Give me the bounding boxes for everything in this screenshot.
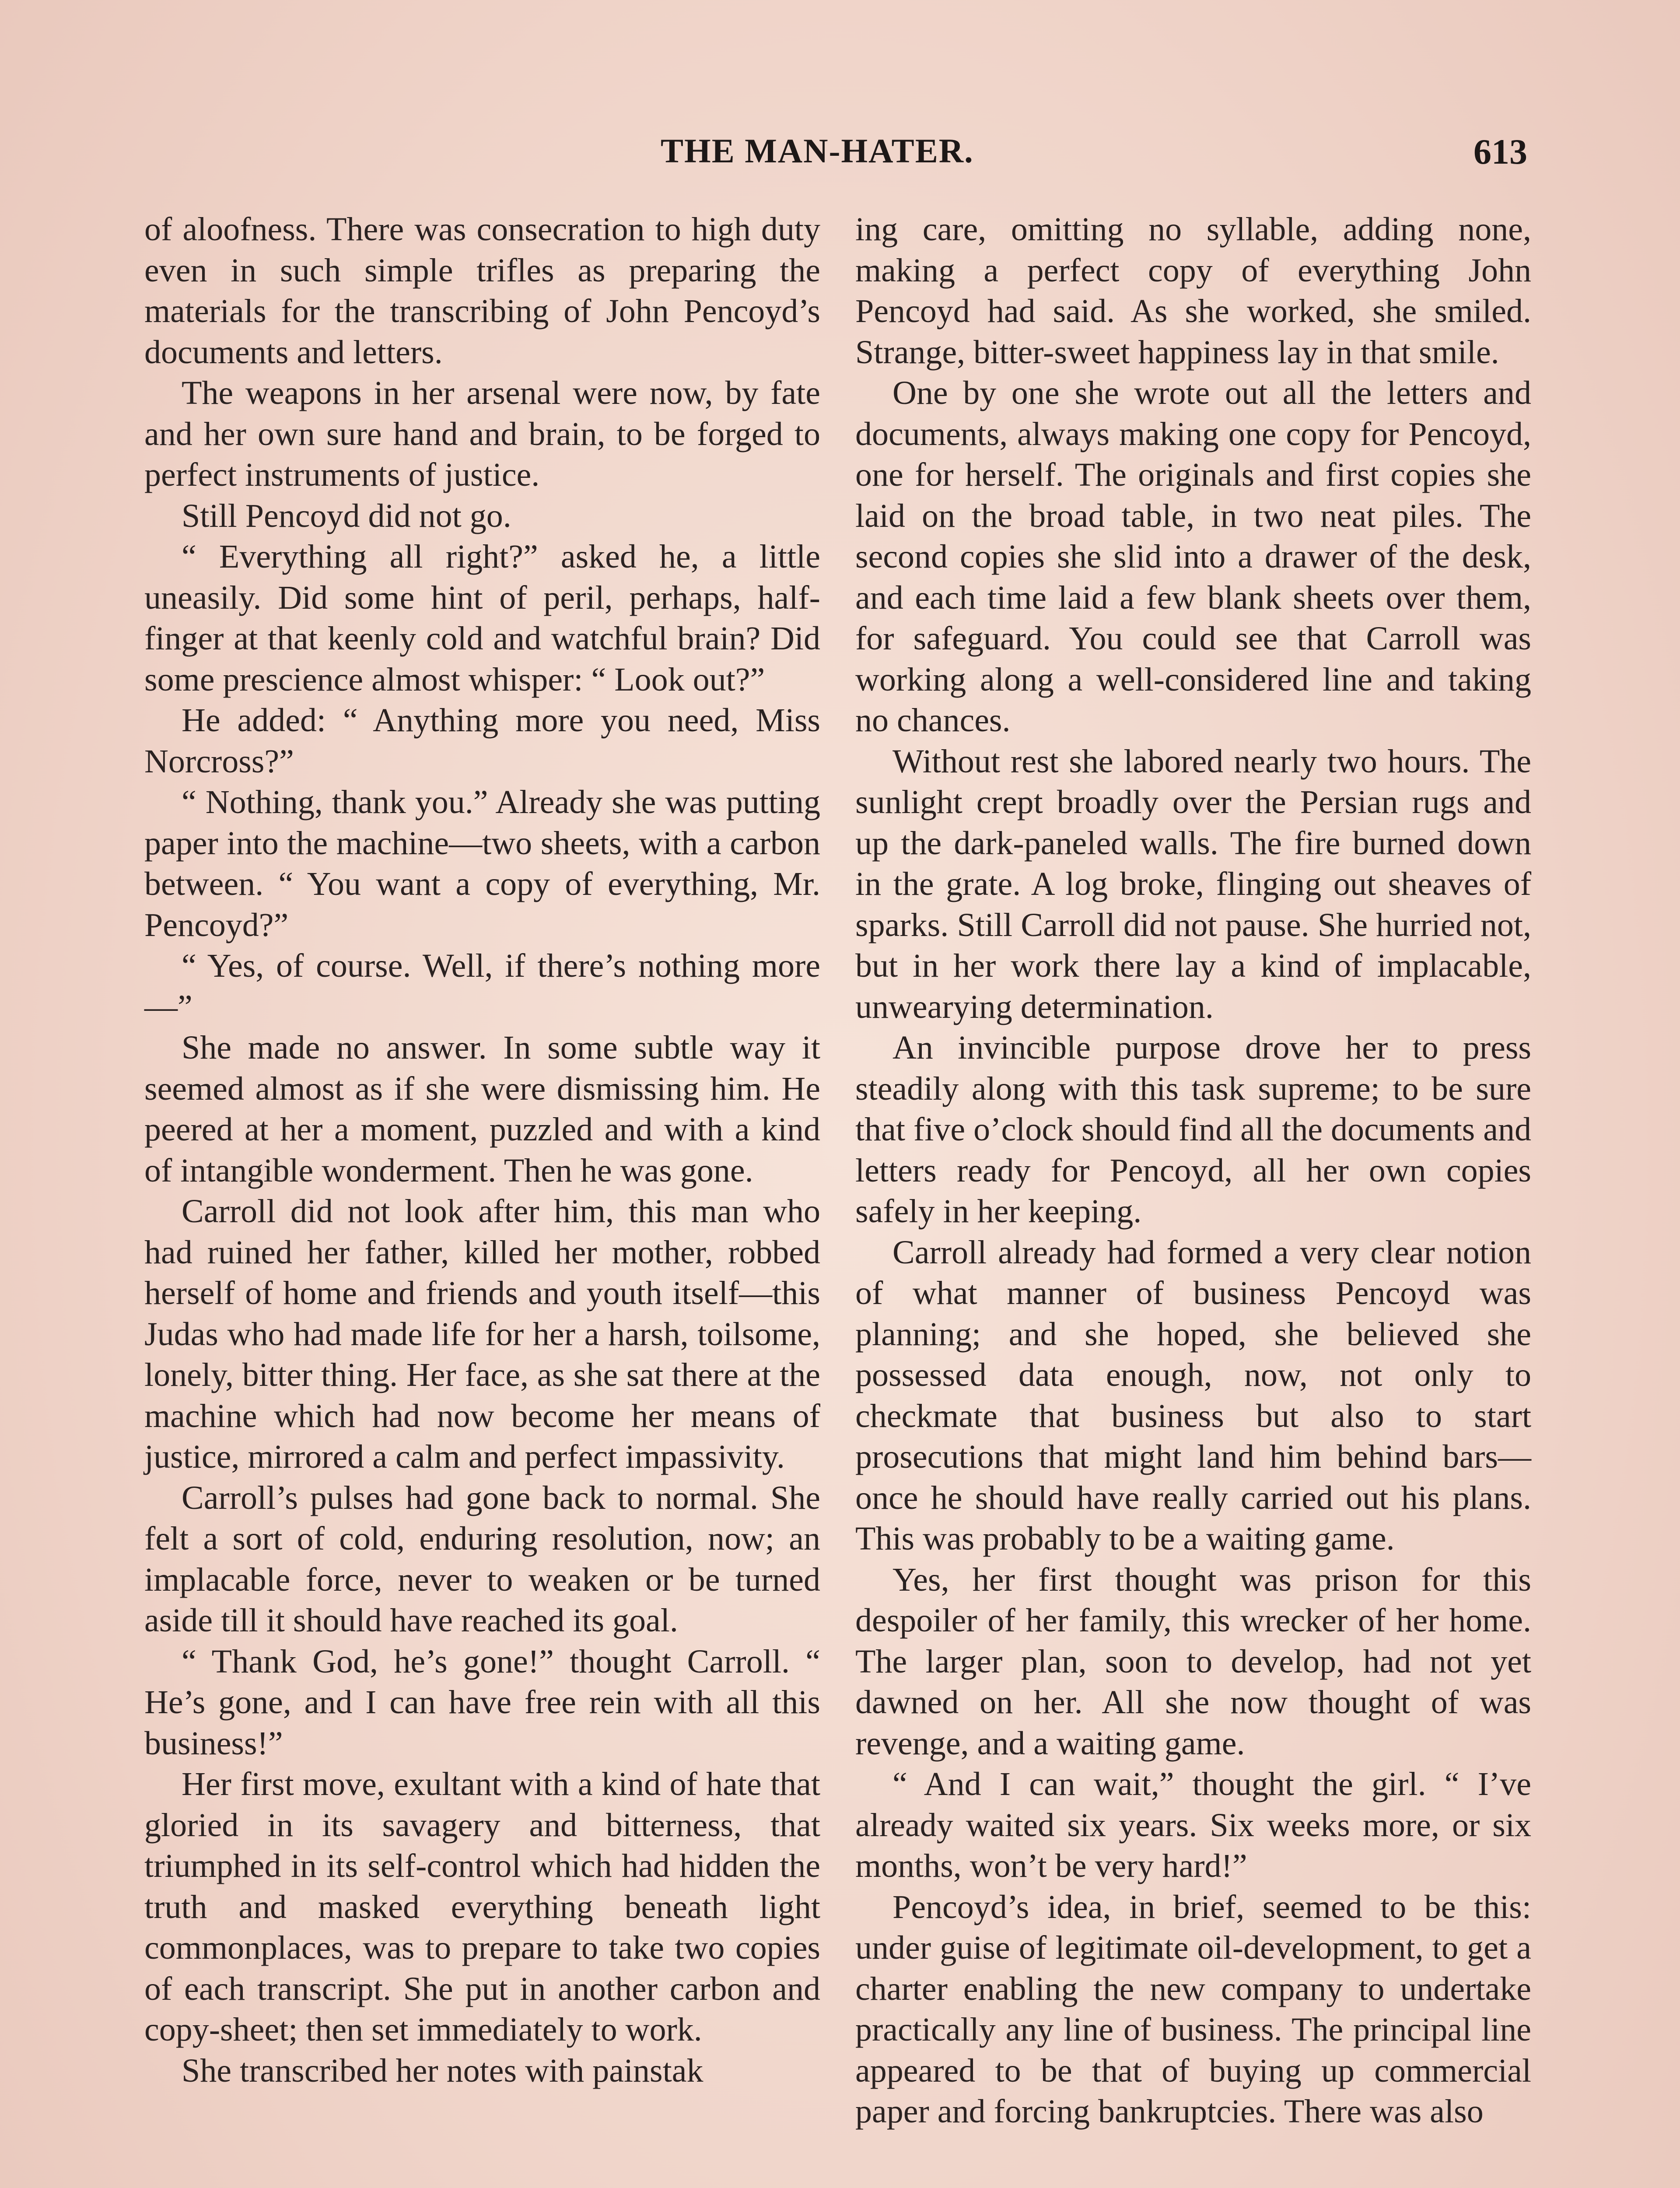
paragraph: He added: “ Anything more you need, Miss Norcross?”: [144, 702, 820, 780]
paragraph: She transcribed her notes with painstak: [182, 2052, 704, 2089]
paragraph: Still Pencoyd did not go.: [182, 497, 511, 534]
paragraph: ing care, omitting no syllable, adding none, making a perfect copy of everything John Pencoyd had said. As she worked, she smiled. Strange, bitter-sweet happiness lay in that smile.: [855, 211, 1531, 371]
right-column: [855, 209, 1531, 2132]
paragraph: Carroll’s pulses had gone back to normal. She felt a sort of cold, enduring resolution, now; an implacable force, never to weaken or be turned aside till it should have reached its goal.: [144, 1479, 820, 1639]
paragraph: Carroll did not look after him, this man who had ruined her father, killed her mother, robbed herself of home and friends and youth itself—this Judas who had made life for her a harsh, toilsome, lonely, bitter thing. Her face, as she sat there at the machine which had now become her means of justice, mirrored a calm and perfect impassivity.: [144, 1193, 820, 1475]
left-column: [144, 209, 820, 2091]
paragraph: One by one she wrote out all the letters and documents, always making one copy for Pencoyd, one for herself. The originals and first copies she laid on the broad table, in two neat piles. The second copies she slid into a drawer of the desk, and each time laid a few blank sheets over them, for safeguard. You could see that Carroll was working along a well-considered line and taking no chances.: [855, 375, 1531, 739]
paragraph: “ And I can wait,” thought the girl. “ I’ve already waited six years. Six weeks more, or six months, won’t be very hard!”: [855, 1766, 1531, 1884]
paragraph: “ Yes, of course. Well, if there’s nothing more—”: [144, 947, 820, 1025]
page-number: 613: [1474, 132, 1527, 172]
paragraph: Yes, her first thought was prison for this despoiler of her family, this wrecker of her home. The larger plan, soon to develop, had not yet dawned on her. All she now thought of was revenge, and a waiting game.: [855, 1561, 1531, 1762]
paragraph: An invincible purpose drove her to press steadily along with this task supreme; to be sure that five o’clock should find all the documents and letters ready for Pencoyd, all her own copies safely in her keeping.: [855, 1029, 1531, 1230]
paragraph: of aloofness. There was consecration to high duty even in such simple trifles as preparing the materials for the transcribing of John Pencoyd’s documents and letters.: [144, 211, 820, 371]
paragraph: Her first move, exultant with a kind of hate that gloried in its savagery and bitterness, that triumphed in its self-control which had hidden the truth and masked everything beneath light commonplaces, was to prepare to take two copies of each transcript. She put in another carbon and copy-sheet; then set immediately to work.: [144, 1766, 820, 2048]
paragraph: Carroll already had formed a very clear notion of what manner of business Pencoyd was planning; and she hoped, she believed she possessed data enough, now, not only to checkmate that business but also to start prosecutions that might land him behind bars—once he should have really carried out his plans. This was probably to be a waiting game.: [855, 1234, 1531, 1557]
paragraph: Pencoyd’s idea, in brief, seemed to be this: under guise of legitimate oil-development, to get a charter enabling the new company to undertake practically any line of business. The principal line appeared to be that of buying up commercial paper and forcing bankruptcies. There was also: [855, 1888, 1531, 2130]
paragraph: “ Thank God, he’s gone!” thought Carroll. “ He’s gone, and I can have free rein with all this business!”: [144, 1643, 820, 1762]
paragraph: “ Nothing, thank you.” Already she was putting paper into the machine—two sheets, with a carbon between. “ You want a copy of everything, Mr. Pencoyd?”: [144, 784, 820, 943]
paragraph: “ Everything all right?” asked he, a little uneasily. Did some hint of peril, perhaps, half-finger at that keenly cold and watchful brain? Did some prescience almost whisper: “ Look out?”: [144, 538, 820, 698]
running-title: THE MAN-HATER.: [661, 132, 974, 170]
paragraph: Without rest she labored nearly two hours. The sunlight crept broadly over the Persian rugs and up the dark-paneled walls. The fire burned down in the grate. A log broke, flinging out sheaves of sparks. Still Carroll did not pause. She hurried not, but in her work there lay a kind of implacable, unwearying determination.: [855, 743, 1531, 1025]
paragraph: The weapons in her arsenal were now, by fate and her own sure hand and brain, to be forged to perfect instruments of justice.: [144, 375, 820, 493]
page-header: [0, 131, 1680, 179]
paragraph: She made no answer. In some subtle way it seemed almost as if she were dismissing him. He peered at her a moment, puzzled and with a kind of intangible wonderment. Then he was gone.: [144, 1029, 820, 1189]
